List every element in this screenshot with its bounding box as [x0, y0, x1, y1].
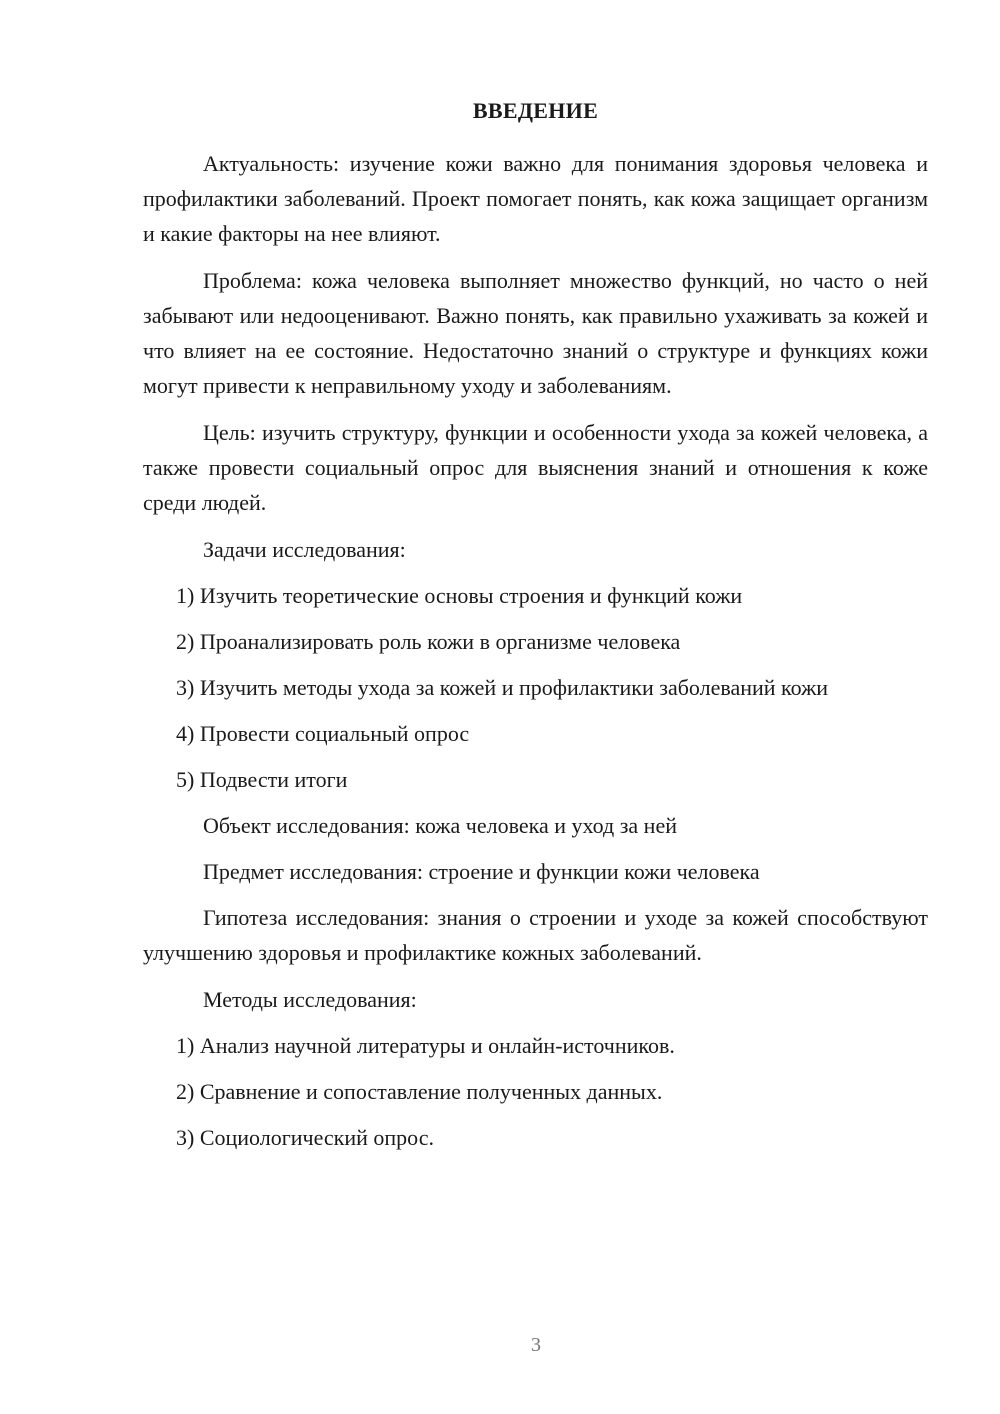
task-item: 5) Подвести итоги: [176, 767, 348, 792]
method-item: 2) Сравнение и сопоставление полученных данных.: [176, 1079, 663, 1104]
problem-paragraph: Проблема: кожа человека выполняет множество функций, но часто о ней забывают или недооценивают. Важно понять, как правильно ухаживать за кожей и что влияет на ее состояние. Недостаточно знаний о структуре и функциях кожи могут привести к неправильному уходу и заболеваниям.: [143, 268, 928, 398]
object-line: Объект исследования: кожа человека и уход за ней: [203, 813, 677, 838]
method-item: 3) Социологический опрос.: [176, 1125, 434, 1150]
task-item: 1) Изучить теоретические основы строения и функций кожи: [176, 583, 743, 608]
task-item: 4) Провести социальный опрос: [176, 721, 470, 746]
page-number: 3: [531, 1334, 541, 1356]
tasks-heading: Задачи исследования:: [203, 537, 406, 562]
task-item: 3) Изучить методы ухода за кожей и профилактики заболеваний кожи: [176, 675, 829, 700]
relevance-paragraph: Актуальность: изучение кожи важно для понимания здоровья человека и профилактики заболеваний. Проект помогает понять, как кожа защищает организм и какие факторы на нее влияют.: [143, 151, 928, 246]
task-item: 2) Проанализировать роль кожи в организме человека: [176, 629, 681, 654]
methods-heading: Методы исследования:: [203, 987, 417, 1012]
subject-line: Предмет исследования: строение и функции кожи человека: [203, 859, 760, 884]
hypothesis-paragraph: Гипотеза исследования: знания о строении и уходе за кожей способствуют улучшению здоровья и профилактике кожных заболеваний.: [143, 905, 928, 965]
goal-paragraph: Цель: изучить структуру, функции и особенности ухода за кожей человека, а также провести социальный опрос для выяснения знаний и отношения к коже среди людей.: [143, 420, 928, 515]
method-item: 1) Анализ научной литературы и онлайн-источников.: [176, 1033, 675, 1058]
section-title: ВВЕДЕНИЕ: [472, 98, 599, 123]
document-page: [143, 96, 928, 1166]
